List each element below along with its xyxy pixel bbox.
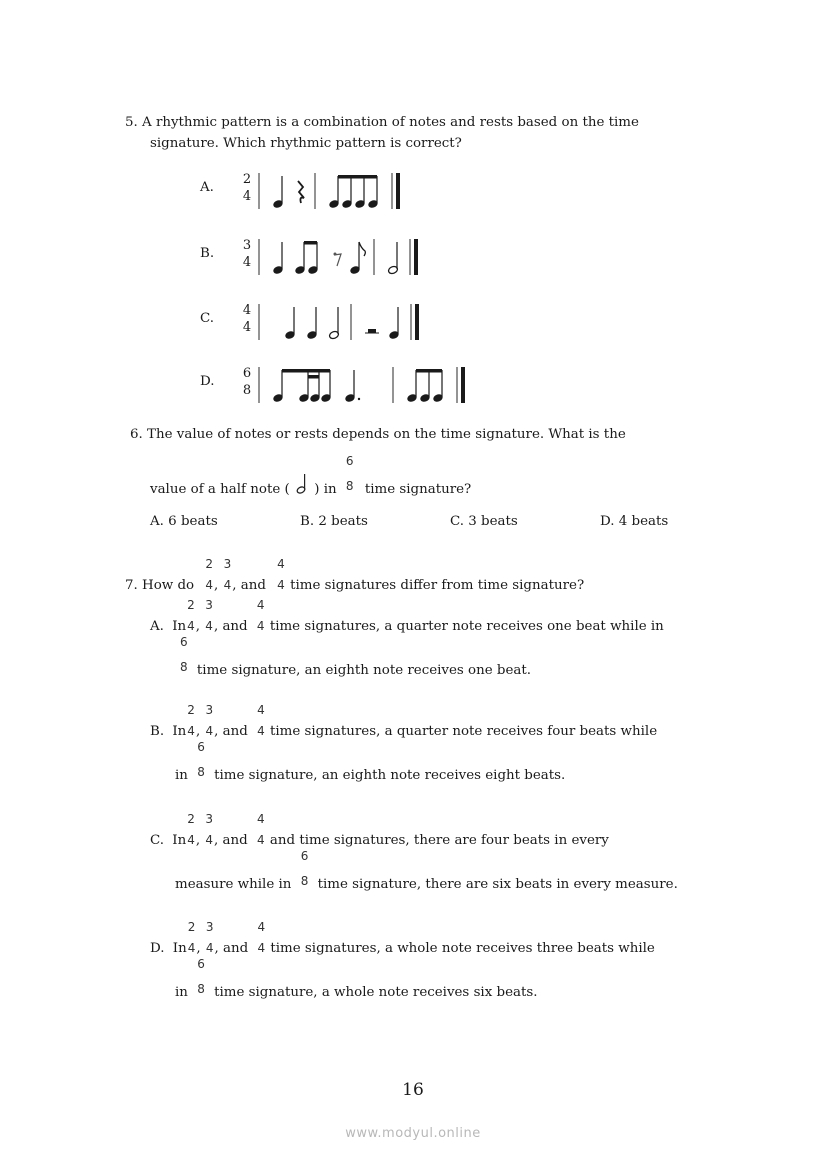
time-signature-4-4 [256,920,266,956]
sig-bottom: 4 [257,833,265,847]
option-label: B. [150,724,165,739]
option-pre: In [172,724,187,739]
sig-bottom: 4 [187,941,196,955]
option-pre2: in [175,768,188,783]
option-text: time signatures, a quarter note receives one beat while in [269,619,664,634]
sig-bottom: 4 [205,941,214,955]
sig-bottom: 4 [257,941,266,955]
quarter-note [272,242,283,275]
option-label: B. [200,246,215,261]
q6-option-b[interactable]: B. 2 beats [300,514,368,529]
sig-top: 2 [187,703,195,717]
q6-pre: value of a half note ( [150,482,290,497]
half-note [328,307,339,340]
sig-bottom: 8 [197,765,205,779]
sig-bottom: 8 [242,383,252,398]
sig-bottom: 4 [187,724,195,738]
time-signature-6-8 [196,740,206,780]
option-line2 [175,957,538,1001]
time-signature-2-4 [187,920,197,956]
rhythm-notation [255,235,515,279]
eighth-note [349,242,365,275]
option-line1 [150,598,664,635]
sig-bottom: 8 [300,874,309,888]
option-line2 [175,849,678,893]
sig-top: 6 [180,635,188,649]
option-line2 [175,740,566,784]
q6-post: time signature? [364,482,472,497]
option-pre2: in [175,985,188,1000]
sig-bottom: 4 [256,619,265,633]
sep: , [195,619,201,634]
option-pre2: measure while in [175,877,292,892]
sig-bottom: 4 [223,578,232,592]
option-label: C. [150,833,165,848]
sep: , and [214,941,249,956]
time-signature-6-8 [196,957,206,997]
q6-stem-line1: 6. The value of notes or rests depends on the time signature. What is the [130,427,626,442]
sig-bottom: 4 [242,320,252,335]
beamed-eighth-notes [406,369,443,403]
sig-bottom: 4 [242,255,252,270]
sig-bottom: 4 [205,619,213,633]
q7-sep: , and [232,578,266,593]
option-label: C. [200,311,215,326]
quarter-note [284,307,295,340]
eighth-rest [334,253,342,267]
sig-top: 4 [257,812,265,826]
time-signature-2-4 [204,557,214,593]
final-barline [411,304,419,340]
sig-top: 3 [205,598,213,612]
option-line1 [150,703,658,740]
sig-top: 2 [187,812,195,826]
q6-option-a[interactable]: A. 6 beats [150,514,218,529]
sig-top: 6 [300,849,309,863]
q6-stem-line2 [150,454,472,498]
sep: , [196,941,201,956]
time-signature-6-8 [179,635,189,675]
time-signature-6-8 [300,849,310,889]
beamed-eighth-sixteenth-group [272,369,331,403]
sep: , and [214,833,248,848]
half-note [387,242,398,275]
sig-bottom: 8 [197,982,205,996]
option-pre: In [172,833,187,848]
beamed-eighth-notes [328,175,378,209]
final-barline [392,173,400,209]
quarter-note [272,176,283,209]
quarter-note [306,307,317,340]
q7-post: time signatures differ from time signature? [290,578,585,593]
time-signature-2-4 [186,812,196,848]
q6-option-c[interactable]: C. 3 beats [450,514,518,529]
option-text: time signature, a whole note receives six beats. [214,985,538,1000]
sep: , [195,833,201,848]
rhythm-notation [255,300,515,344]
option-pre: In [172,619,187,634]
time-signature-6-8 [345,454,355,494]
option-label: D. [150,941,165,956]
time-signature-4-4 [276,557,286,593]
sig-bottom: 4 [187,619,195,633]
option-text: time signatures, a whole note receives three beats while [270,941,655,956]
time-signature-4-4 [256,703,266,739]
option-pre: In [172,941,187,956]
option-text: time signatures, a quarter note receives four beats while [269,724,658,739]
option-label: A. [200,180,214,195]
option-line1 [150,920,655,957]
option-label: D. [200,374,215,389]
sep: , [195,724,201,739]
option-text: and time signatures, there are four beats in every [269,833,609,848]
option-label: A. [150,619,164,634]
sig-top: 6 [197,957,205,971]
time-signature-2-4 [186,703,196,739]
sig-bottom: 4 [257,724,265,738]
half-rest [365,329,379,333]
q5-stem-line2: signature. Which rhythmic pattern is correct? [150,136,462,151]
watermark: www.modyul.online [345,1126,481,1141]
time-signature-4-4 [256,598,266,634]
option-text: time signature, an eighth note receives one beat. [196,663,532,678]
sig-top: 6 [197,740,205,754]
time-signature-4-4 [256,812,266,848]
sig-top: 4 [256,598,265,612]
q7-stem [125,557,585,594]
sig-bottom: 4 [242,189,252,204]
sig-top: 4 [242,303,252,318]
sig-top: 3 [205,920,214,934]
sig-top: 2 [205,557,214,571]
option-line1 [150,812,609,849]
sig-bottom: 4 [205,724,214,738]
sig-top: 6 [345,454,354,468]
sig-top: 3 [205,812,214,826]
sep: , and [213,619,248,634]
sig-top: 2 [187,920,196,934]
q6-option-d[interactable]: D. 4 beats [600,514,669,529]
sig-bottom: 8 [345,479,354,493]
time-signature-3-4 [204,598,214,634]
sig-top: 3 [223,557,232,571]
sep: , and [214,724,248,739]
sig-top: 4 [277,557,285,571]
sig-bottom: 8 [180,660,188,674]
sig-bottom: 4 [205,578,214,592]
sig-top: 4 [257,703,265,717]
sig-top: 3 [205,703,214,717]
option-text: time signature, an eighth note receives eight beats. [214,768,566,783]
q7-sep: , [214,578,219,593]
time-signature-3-4 [204,812,214,848]
option-text: time signature, there are six beats in every measure. [317,877,678,892]
sig-bottom: 4 [277,578,285,592]
time-signature-2-4 [186,598,196,634]
sig-top: 6 [242,366,252,381]
sig-top: 4 [257,920,266,934]
rhythm-notation [255,169,515,213]
option-line2 [175,635,532,679]
sig-bottom: 4 [205,833,214,847]
sig-bottom: 4 [187,833,195,847]
time-signature-3-4 [205,920,215,956]
quarter-note [388,307,399,340]
sig-top: 3 [242,238,252,253]
q6-mid: ) in [314,482,337,497]
half-note-icon [296,473,308,495]
beamed-eighth-notes [294,241,318,275]
page-number: 16 [402,1080,424,1100]
time-signature-3-4 [223,557,233,593]
rhythm-notation [255,363,515,407]
q5-stem-line1: 5. A rhythmic pattern is a combination of notes and rests based on the time [125,115,639,130]
final-barline [457,367,465,403]
quarter-rest [298,181,304,203]
final-barline [410,239,418,275]
sig-top: 2 [242,172,252,187]
dotted-quarter-note [344,370,360,403]
time-signature-3-4 [204,703,214,739]
q7-pre: 7. How do [125,578,195,593]
sig-top: 2 [187,598,195,612]
